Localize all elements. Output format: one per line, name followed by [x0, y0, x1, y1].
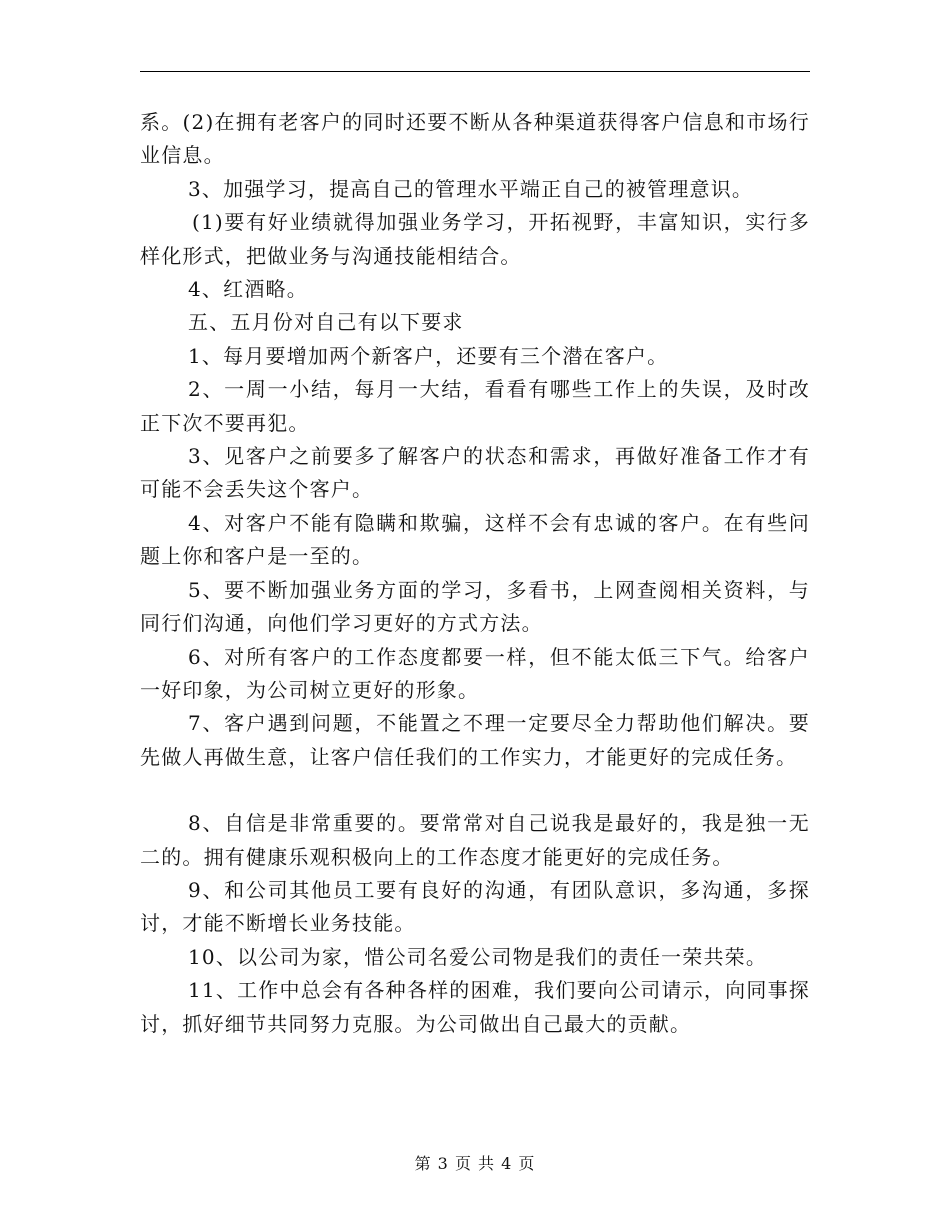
paragraph-1: 系。(2)在拥有老客户的同时还要不断从各种渠道获得客户信息和市场行业信息。 [140, 110, 810, 168]
paragraph-3: (1)要有好业绩就得加强业务学习，开拓视野，丰富知识，实行多样化形式，把做业务与沟通技能相结合。 [140, 210, 810, 268]
page-number-footer: 第 3 页 共 4 页 [414, 1154, 536, 1173]
header-rule [140, 71, 810, 72]
paragraph-10: 5、要不断加强业务方面的学习，多看书，上网查阅相关资料，与同行们沟通，向他们学习更好的方式方法。 [140, 577, 810, 636]
paragraph-4: 4、红酒略。 [188, 277, 308, 302]
blank-line [140, 774, 810, 807]
paragraph-8: 3、见客户之前要多了解客户的状态和需求，再做好准备工作才有可能不会丢失这个客户。 [140, 444, 810, 502]
paragraph-16: 10、以公司为家，惜公司名爱公司物是我们的责任一荣共荣。 [188, 944, 768, 969]
document-body [140, 106, 810, 1041]
paragraph-14: 8、自信是非常重要的。要常常对自己说我是最好的，我是独一无二的。拥有健康乐观积极向上的工作态度才能更好的完成任务。 [140, 811, 810, 869]
paragraph-7: 2、一周一小结，每月一大结，看看有哪些工作上的失误，及时改正下次不要再犯。 [140, 377, 810, 435]
paragraph-9: 4、对客户不能有隐瞒和欺骗，这样不会有忠诚的客户。在有些问题上你和客户是一至的。 [140, 510, 810, 569]
paragraph-15: 9、和公司其他员工要有良好的沟通，有团队意识，多沟通，多探讨，才能不断增长业务技能。 [140, 877, 810, 936]
paragraph-11: 6、对所有客户的工作态度都要一样，但不能太低三下气。给客户一好印象，为公司树立更好的形象。 [140, 644, 810, 702]
paragraph-12: 7、客户遇到问题，不能置之不理一定要尽全力帮助他们解决。要先做人再做生意，让客户信任我们的工作实力，才能更好的完成任务。 [140, 711, 810, 769]
section-heading-5: 五、五月份对自己有以下要求 [188, 310, 464, 335]
paragraph-6: 1、每月要增加两个新客户，还要有三个潜在客户。 [188, 343, 669, 368]
paragraph-17: 11、工作中总会有各种各样的困难，我们要向公司请示，向同事探讨，抓好细节共同努力克服。为公司做出自己最大的贡献。 [140, 978, 810, 1036]
paragraph-2: 3、加强学习，提高自己的管理水平端正自己的被管理意识。 [188, 176, 754, 201]
